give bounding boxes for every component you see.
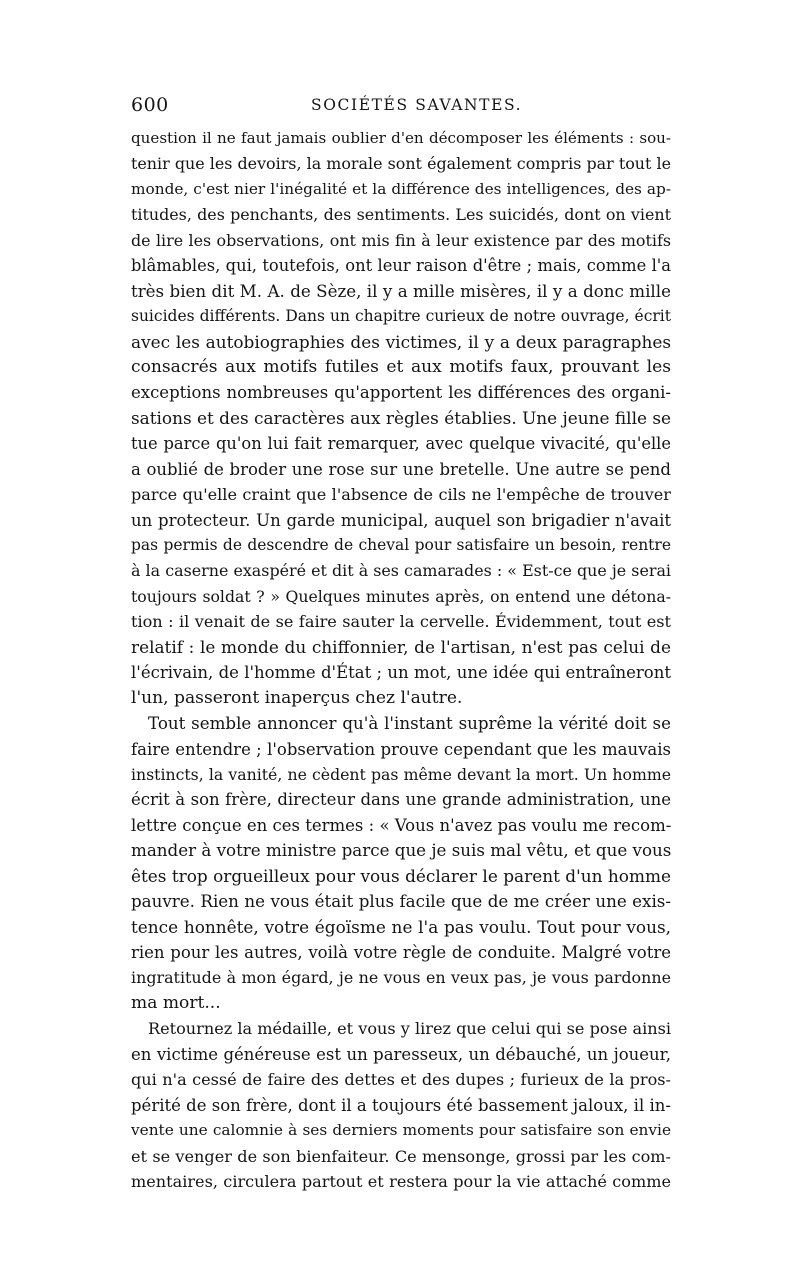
text-line: très bien dit M. A. de Sèze, il y a mille misères, il y a donc mille	[131, 280, 671, 301]
text-line: mentaires, circulera partout et restera pour la vie attaché comme	[131, 1171, 671, 1191]
text-line: et se venger de son bienfaiteur. Ce mensonge, grossi par les com-	[131, 1146, 671, 1166]
running-head	[131, 90, 671, 120]
text-line: blâmables, qui, toutefois, ont leur raison d'être ; mais, comme l'a	[131, 256, 671, 276]
text-line: en victime généreuse est un paresseux, un débauché, un joueur,	[131, 1044, 671, 1064]
text-line: instincts, la vanité, ne cèdent pas même devant la mort. Un homme	[131, 764, 671, 784]
text-line: tue parce qu'on lui fait remarquer, avec quelque vivacité, qu'elle	[131, 434, 671, 454]
text-line: monde, c'est nier l'inégalité et la différence des intelligences, des ap-	[131, 179, 671, 198]
text-line: tion : il venait de se faire sauter la cervelle. Évidemment, tout est	[131, 612, 671, 632]
text-line: parce qu'elle craint que l'absence de cils ne l'empêche de trouver	[131, 485, 671, 505]
text-line: consacrés aux motifs futiles et aux motifs faux, prouvant les	[131, 356, 671, 377]
body-text	[131, 126, 671, 1194]
text-line: vente une calomnie à ses derniers moments pour satisfaire son envie	[131, 1121, 671, 1140]
text-line: écrit à son frère, directeur dans une grande administration, une	[131, 790, 671, 810]
text-line: périté de son frère, dont il a toujours été bassement jaloux, il in-	[131, 1095, 671, 1115]
text-line: ingratitude à mon égard, je ne vous en veux pas, je vous pardonne	[131, 968, 671, 988]
paragraph-end-line: ma mort...	[131, 992, 221, 1013]
text-line: tenir que les devoirs, la morale sont également compris par tout le	[131, 154, 671, 174]
text-line: avec les autobiographies des victimes, il y a deux paragraphes	[131, 331, 671, 352]
text-line: question il ne faut jamais oublier d'en décomposer les éléments : sou-	[131, 129, 671, 147]
text-line: toujours soldat ? » Quelques minutes après, on entend une détona-	[131, 586, 671, 606]
text-line: un protecteur. Un garde municipal, auquel son brigadier n'avait	[131, 510, 671, 530]
text-line: rien pour les autres, voilà votre règle de conduite. Malgré votre	[131, 943, 671, 962]
paragraph-start-line: Tout semble annoncer qu'à l'instant suprême la vérité doit se	[148, 713, 671, 734]
text-line: mander à votre ministre parce que je suis mal vêtu, et que vous	[131, 840, 672, 861]
text-line: à la caserne exaspéré et dit à ses camarades : « Est-ce que je serai	[131, 561, 671, 581]
text-line: a oublié de broder une rose sur une bretelle. Une autre se pend	[131, 459, 671, 479]
text-line: lettre conçue en ces termes : « Vous n'avez pas voulu me recom-	[131, 815, 672, 835]
text-line: l'écrivain, de l'homme d'État ; un mot, une idée qui entraîneront	[131, 663, 671, 683]
text-line: pauvre. Rien ne vous était plus facile que de me créer une exis-	[131, 891, 671, 912]
text-line: faire entendre ; l'observation prouve cependant que les mauvais	[131, 739, 671, 759]
running-title: SOCIÉTÉS SAVANTES.	[311, 96, 523, 114]
paragraph-start-line: Retournez la médaille, et vous y lirez que celui qui se pose ainsi	[148, 1019, 671, 1039]
text-line: suicides différents. Dans un chapitre curieux de notre ouvrage, écrit	[131, 307, 671, 326]
text-line: exceptions nombreuses qu'apportent les différences des organi-	[131, 383, 671, 403]
text-line: tence honnête, votre égoïsme ne l'a pas voulu. Tout pour vous,	[131, 916, 671, 937]
text-line: qui n'a cessé de faire des dettes et des dupes ; furieux de la pros-	[131, 1070, 671, 1090]
text-line: sations et des caractères aux règles établies. Une jeune fille se	[131, 407, 671, 428]
text-line: titudes, des penchants, des sentiments. Les suicidés, dont on vient	[131, 205, 671, 225]
page-number: 600	[131, 94, 169, 116]
paragraph-end-line: l'un, passeront inaperçus chez l'autre.	[131, 687, 463, 708]
text-line: êtes trop orgueilleux pour vous déclarer le parent d'un homme	[131, 865, 671, 886]
text-line: relatif : le monde du chiffonnier, de l'artisan, n'est pas celui de	[131, 636, 671, 657]
text-line: de lire les observations, ont mis fin à leur existence par des motifs	[131, 230, 671, 250]
text-line: pas permis de descendre de cheval pour satisfaire un besoin, rentre	[131, 536, 671, 554]
